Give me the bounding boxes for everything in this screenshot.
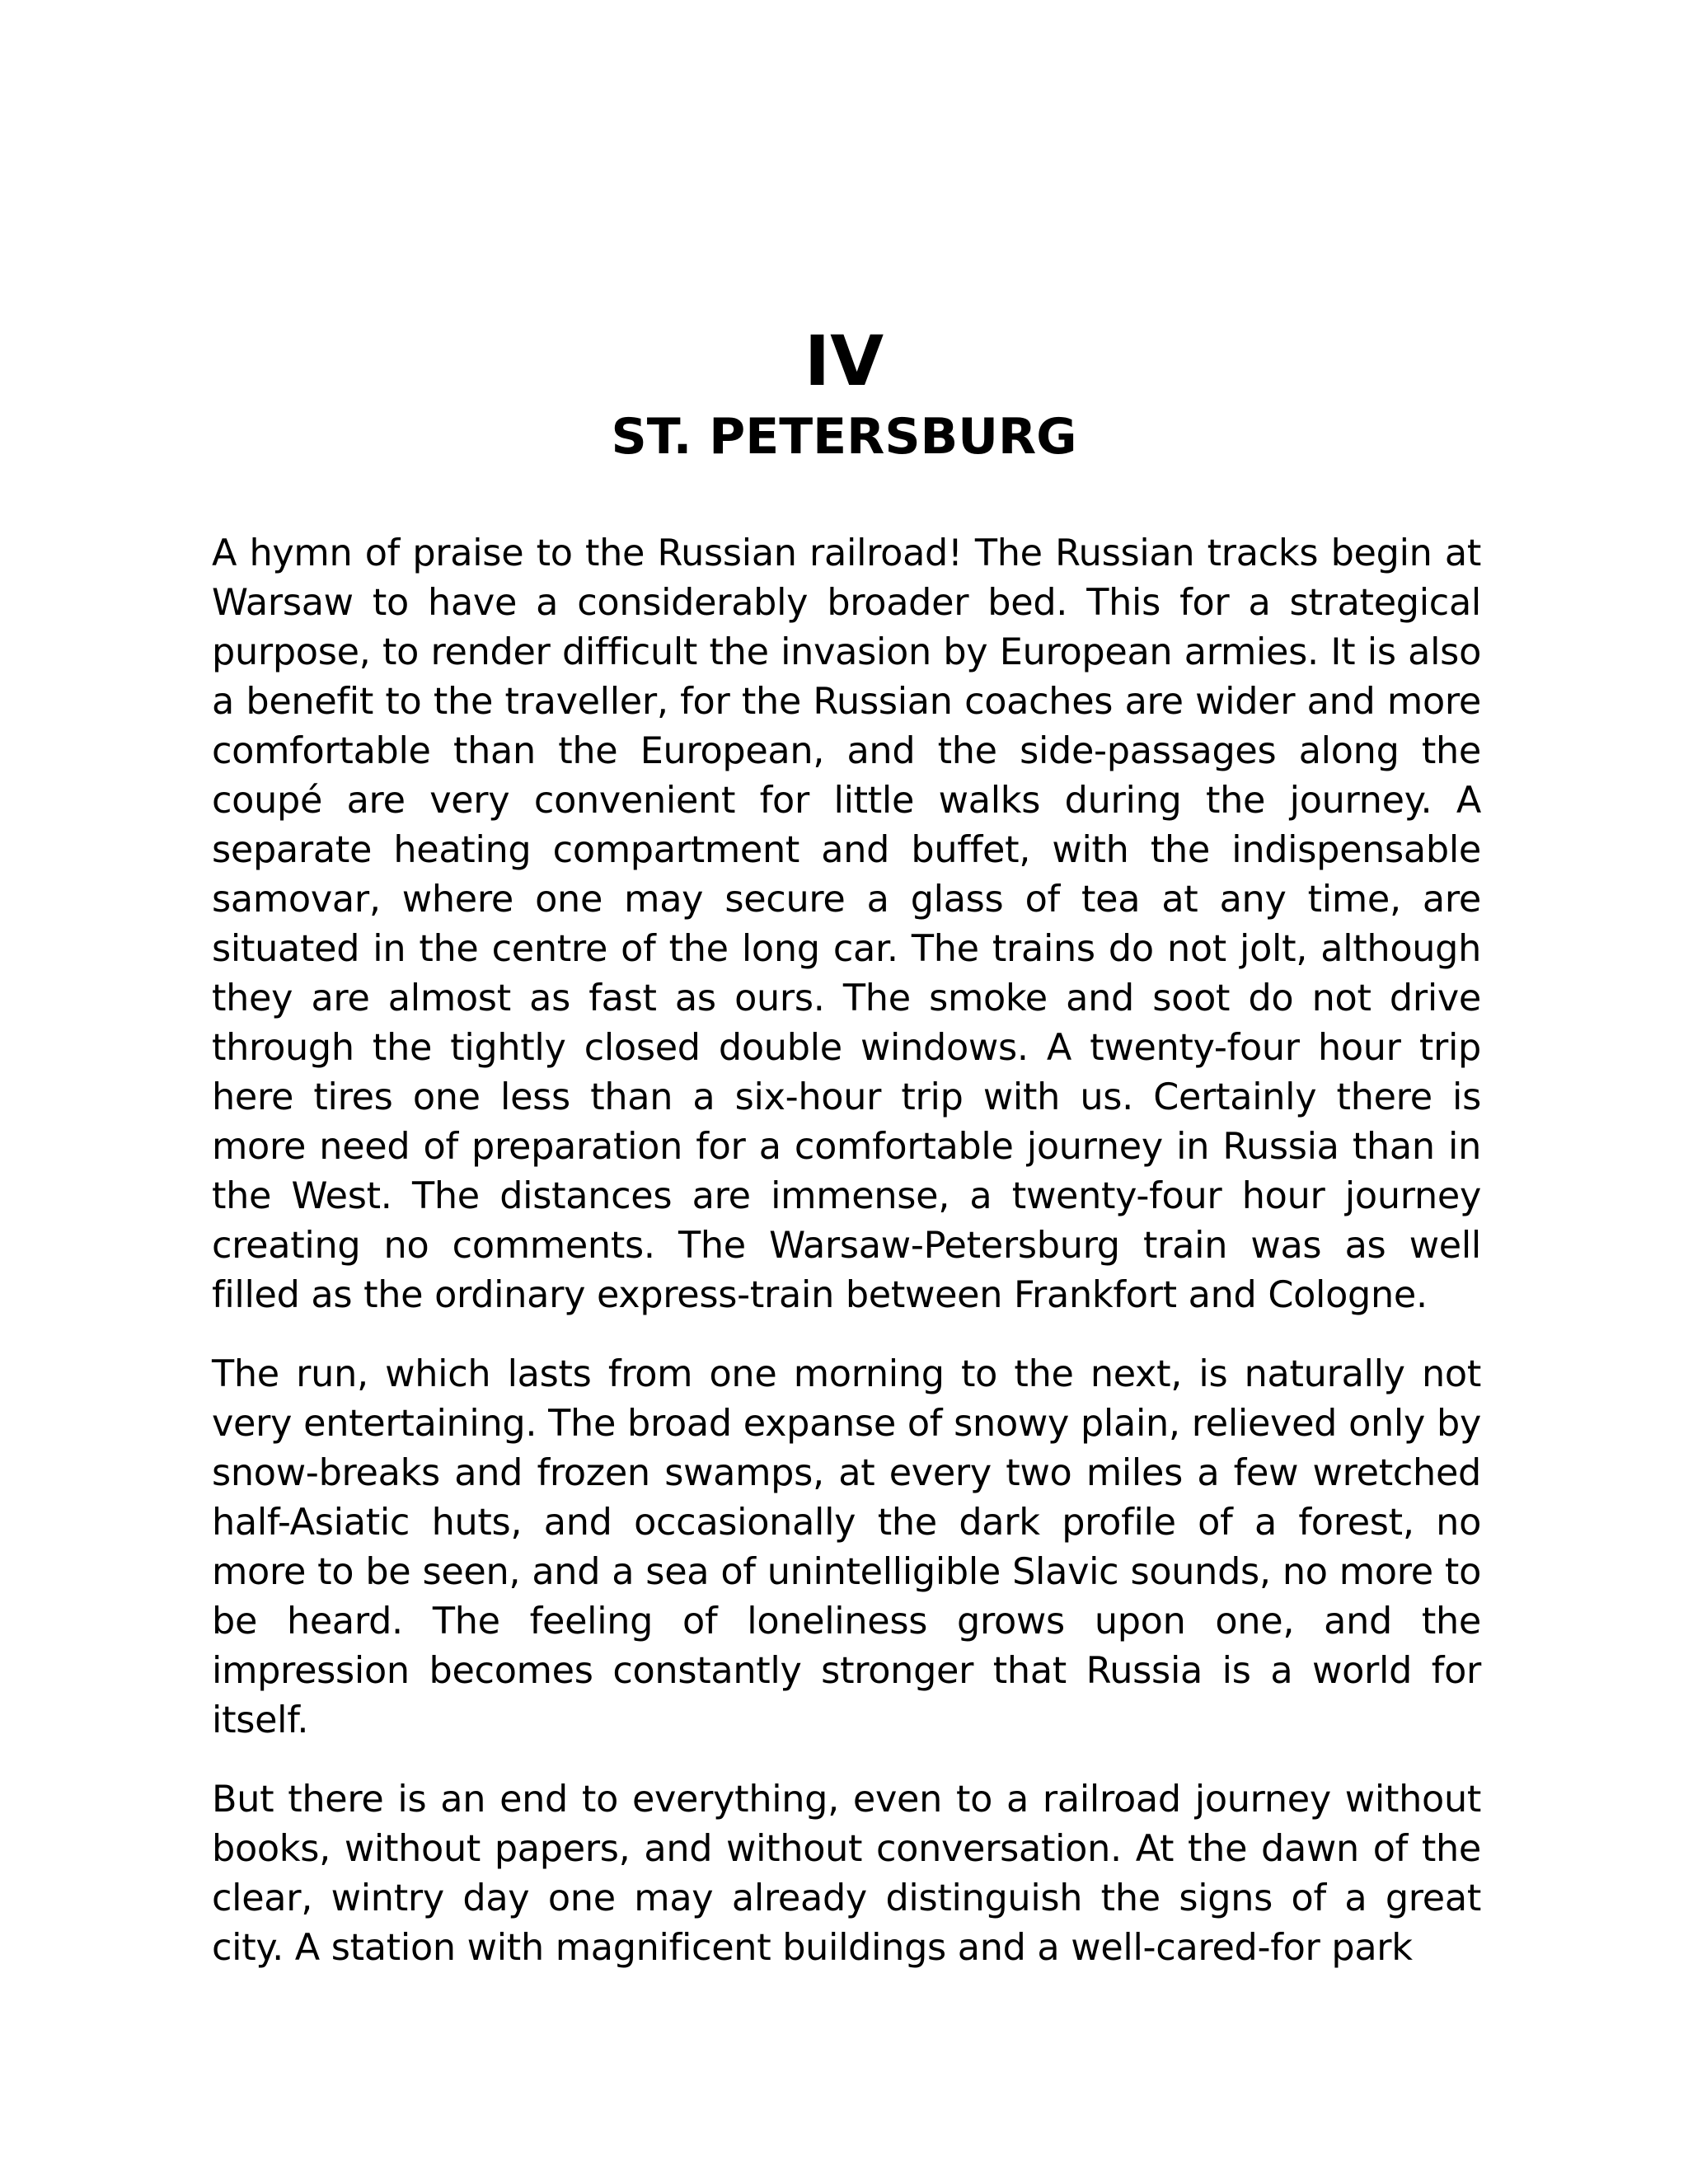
paragraph-3: But there is an end to everything, even to a railroad journey without books, without papers, and without conversation. At the dawn of the clear, wintry day one may already distinguish the signs of a great city. A station with magnificent buildings and a well-cared-for park [212,1779,1481,1969]
paragraph-2: The run, which lasts from one morning to the next, is naturally not very entertaining. The broad expanse of snowy plain, relieved only by snow-breaks and frozen swamps, at every two miles a few wretched half-Asiatic huts, and occasionally the dark profile of a forest, no more to be seen, and a sea of unintelligible Slavic sounds, no more to be heard. The feeling of loneliness grows upon one, and the impression becomes constantly stronger that Russia is a world for itself. [212,1353,1481,1741]
chapter-body [212,529,1481,2003]
chapter-number: IV [804,321,884,401]
paragraph-1: A hymn of praise to the Russian railroad! The Russian tracks begin at Warsaw to have a considerably broader bed. This for a strategical purpose, to render difficult the invasion by European armies. It is also a benefit to the traveller, for the Russian coaches are wider and more comfortable than the European, and the side-passages along the coupé are very convenient for little walks during the journey. A separate heating compartment and buffet, with the indispensable samovar, where one may secure a glass of tea at any time, are situated in the centre of the long car. The trains do not jolt, although they are almost as fast as ours. The smoke and soot do not drive through the tightly closed double windows. A twenty-four hour trip here tires one less than a six-hour trip with us. Certainly there is more need of preparation for a comfortable journey in Russia than in the West. The distances are immense, a twenty-four hour journey creating no comments. The Warsaw-Petersburg train was as well filled as the ordinary express-train between Frankfort and Cologne. [212,532,1481,1316]
chapter-title: ST. PETERSBURG [611,408,1077,466]
